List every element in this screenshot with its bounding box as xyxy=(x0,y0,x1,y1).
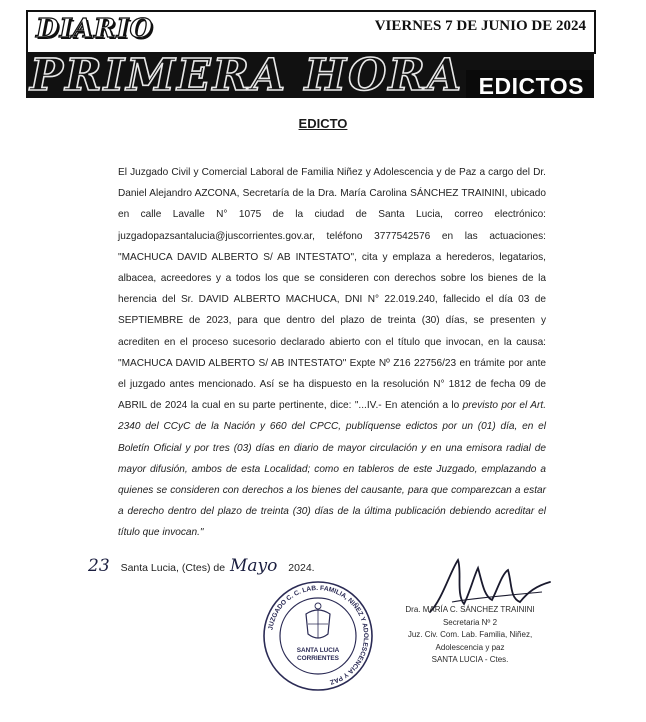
closing-year: 2024. xyxy=(288,562,315,574)
edict-line: causante, para que comparezcan a estar a derecho dentro del plazo de treinta (30) días xyxy=(118,485,546,518)
seal-ring-text: JUZGADO C. C. LAB. FAMILIA, NIÑEZ Y ADOLESCENCIA Y PAZ xyxy=(267,584,370,686)
edict-line: una emisora radial de mayor difusión, ambos de esta Localidad; como en tableros de xyxy=(118,442,547,475)
edict-line: un (01) día, en el Boletín Oficial y por tres (03) días en diario de mayor circulación y en xyxy=(118,421,546,454)
masthead-frame xyxy=(26,10,596,54)
section-label: EDICTOS xyxy=(478,73,584,98)
signer-name: Dra. MARÍA C. SÁNCHEZ TRAININI xyxy=(405,605,535,614)
edict-line: albacea, acreedores y a todos los que se consideren con derechos sobre los bienes de la xyxy=(118,273,546,285)
edict-line: por ante el juzgado antes mencionado. Así se ha dispuesto en la resolución N° 1812 de xyxy=(118,357,546,391)
signer-office: Juz. Civ. Com. Lab. Familia, Niñez, xyxy=(407,630,533,639)
edict-line: de la última publicación debiendo acreditar el título que invocan." xyxy=(118,506,546,539)
brand-diario: DIARIO xyxy=(36,14,154,44)
closing-line xyxy=(88,556,315,576)
seal-emblem-icon xyxy=(306,603,330,638)
edict-line: Dr. Daniel Alejandro AZCONA, Secretaría de la Dra. María Carolina SÁNCHEZ TRAININI, xyxy=(118,167,546,200)
edict-paragraph xyxy=(118,162,546,544)
masthead-band xyxy=(26,52,594,98)
edict-line: SEPTIEMBRE de 2023, para que dentro del plazo de treinta (30) días, se presenten y xyxy=(118,315,546,327)
edict-line: fecha 09 de ABRIL de 2024 la cual en su parte pertinente, dice: "...IV.- En atención a lo xyxy=(118,379,546,412)
signature-block xyxy=(370,604,570,667)
edict-line: El Juzgado Civil y Comercial Laboral de Familia Niñez y Adolescencia y de Paz a cargo del xyxy=(118,167,530,178)
signer-role: Secretaria Nº 2 xyxy=(442,617,498,627)
document-title: EDICTO xyxy=(298,116,348,131)
edict-line: previsto por el Art. 2340 del CCyC de la Nación y 660 del CPCC, publíquense edictos por xyxy=(118,400,547,433)
edict-body xyxy=(118,162,546,544)
signer-city: SANTA LUCIA - Ctes. xyxy=(431,655,509,664)
edition-date: VIERNES 7 DE JUNIO DE 2024 xyxy=(374,18,586,34)
signer-office-2: Adolescencia y paz xyxy=(435,642,505,652)
edict-line: herencia del Sr. DAVID ALBERTO MACHUCA, DNI N° 22.019.240, fallecido el día 03 de xyxy=(118,294,546,306)
edict-line: causa: "MACHUCA DAVID ALBERTO S/ AB INTESTATO" Expte Nº Z16 22756/23 en trámite xyxy=(118,336,546,369)
handwritten-day: 23 xyxy=(88,556,110,576)
edict-line: este Juzgado, emplazando a quienes se consideren con derechos a los bienes del xyxy=(118,463,547,497)
seal-city: SANTA LUCIA xyxy=(296,647,340,654)
seal-province: CORRIENTES xyxy=(297,655,339,662)
edict-line: ubicado en calle Lavalle N° 1075 de la ciudad de Santa Lucia, correo electrónico: xyxy=(118,188,546,221)
closing-place: Santa Lucia, (Ctes) xyxy=(120,562,211,574)
edict-line: acrediten en el proceso sucesorio declarado abierto con el título que invocan, en la xyxy=(118,336,512,348)
edict-line: "MACHUCA DAVID ALBERTO S/ AB INTESTATO", cita y emplaza a herederos, legatarios, xyxy=(118,251,546,263)
edict-line: juzgadopazsantalucia@juscorrientes.gov.ar, teléfono 3777542576 en las actuaciones: xyxy=(118,230,546,242)
handwritten-month: Mayo xyxy=(229,556,278,576)
court-seal xyxy=(262,580,374,692)
brand-primera-hora: PRIMERA HORA xyxy=(30,52,464,98)
closing-de: de xyxy=(213,562,226,574)
